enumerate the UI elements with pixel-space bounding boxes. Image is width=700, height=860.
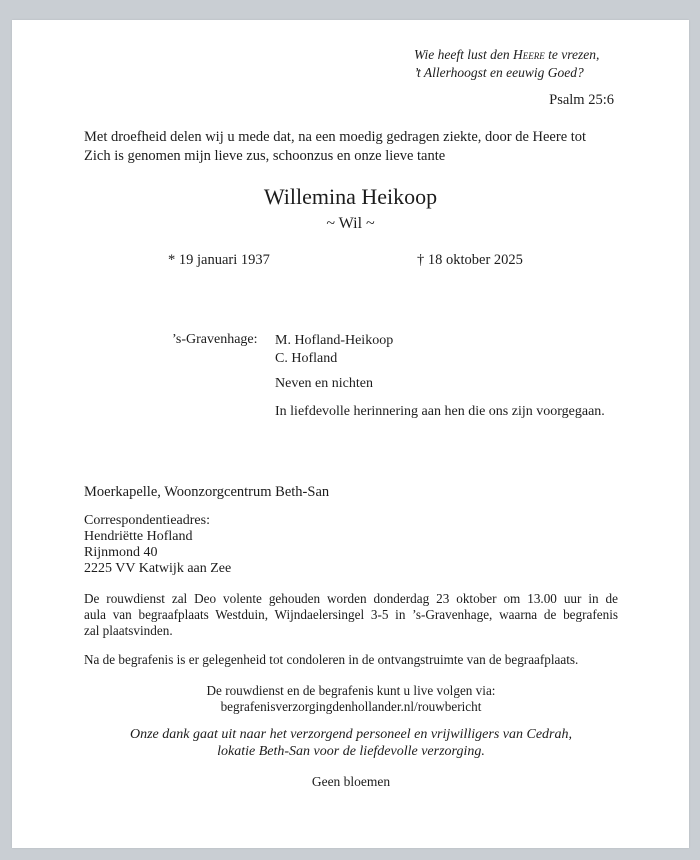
thanks-line-1: Onze dank gaat uit naar het verzorgend personeel en vrijwilligers van Cedrah,: [130, 727, 572, 742]
livestream-line-1: De rouwdienst en de begrafenis kunt u live volgen via:: [206, 683, 496, 698]
deceased-name: Willemina Heikoop: [263, 184, 438, 209]
condolence-line: Na de begrafenis is er gelegenheid tot condoleren in de ontvangstruimte van de begraafplaats.: [84, 652, 579, 667]
livestream-url: begrafenisverzorgingdenhollander.nl/rouwbericht: [220, 699, 482, 714]
psalm-quote-block: [414, 46, 614, 109]
family-names-list: [275, 332, 393, 368]
family-name-2: C. Hofland: [275, 351, 338, 366]
psalm-quote-line-2: ’t Allerhoogst en eeuwig Goed?: [414, 65, 584, 80]
announcement-page: [12, 20, 689, 848]
correspondence-label: Correspondentieadres:: [84, 513, 210, 528]
deceased-nickname: ~ Wil ~: [326, 215, 375, 232]
psalm-heere-smallcaps: Heere: [512, 47, 545, 62]
family-memorial-line: In liefdevolle herinnering aan hen die ons zijn voorgegaan.: [275, 404, 605, 419]
no-flowers-line: Geen bloemen: [311, 774, 391, 789]
intro-line-2: Zich is genomen mijn lieve zus, schoonzus en onze lieve tante: [84, 148, 446, 164]
birth-date: * 19 januari 1937: [168, 252, 270, 268]
intro-paragraph: [84, 128, 586, 166]
service-line-1: De rouwdienst zal Deo volente gehouden worden donderdag 23 oktober om 13.00 uur in de: [84, 591, 618, 606]
psalm-reference: Psalm 25:6: [549, 92, 614, 108]
correspondence-name: Hendriëtte Hofland: [84, 529, 193, 544]
residence-line: Moerkapelle, Woonzorgcentrum Beth-San: [84, 484, 330, 500]
family-city-label: ’s-Gravenhage:: [172, 332, 258, 347]
service-line-3: zal plaatsvinden.: [84, 623, 173, 638]
correspondence-city: 2225 VV Katwijk aan Zee: [84, 561, 232, 576]
psalm-quote-line-1: [414, 46, 614, 64]
family-name-1: M. Hofland-Heikoop: [275, 333, 394, 348]
intro-line-1: Met droefheid delen wij u mede dat, na een moedig gedragen ziekte, door de Heere tot: [84, 129, 587, 145]
livestream-block: [84, 683, 618, 715]
psalm-quote-line1-post: te vrezen,: [544, 47, 600, 62]
family-relatives: Neven en nichten: [275, 376, 373, 391]
service-line-2: aula van begraafplaats Westduin, Wijndaelersingel 3-5 in ’s-Gravenhage, waarna de begrafenis: [84, 607, 618, 622]
correspondence-block: [84, 513, 231, 577]
service-paragraph: [84, 591, 618, 639]
thanks-block: [84, 727, 618, 760]
correspondence-street: Rijnmond 40: [84, 545, 158, 560]
thanks-line-2: lokatie Beth-San voor de liefdevolle verzorging.: [217, 743, 485, 759]
psalm-quote-line1-pre: Wie heeft lust den: [414, 47, 513, 62]
death-date: † 18 oktober 2025: [417, 252, 523, 268]
